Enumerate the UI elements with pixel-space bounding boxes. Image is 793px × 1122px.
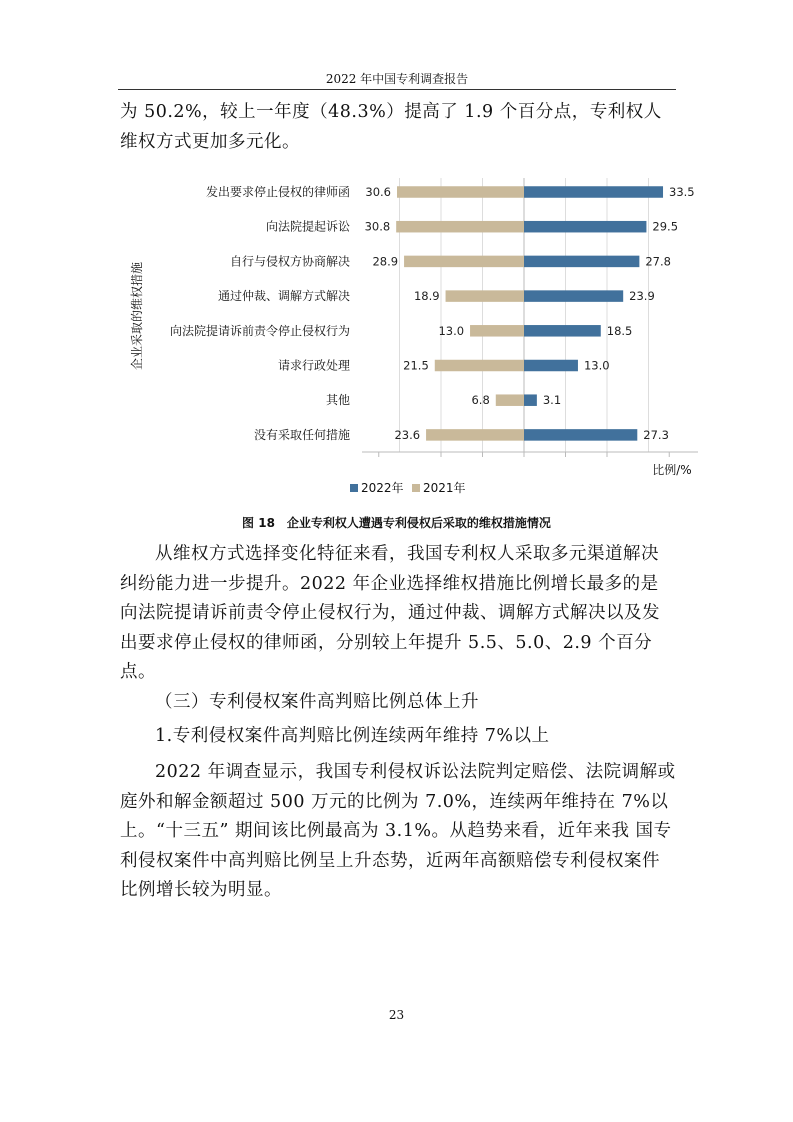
running-header: 2022 年中国专利调查报告 [325,72,469,86]
bar-2022-5 [524,360,578,372]
legend-label-2021: 2021年 [423,481,466,495]
value-label-2021-5: 21.5 [403,358,429,373]
section-heading: （三）专利侵权案件高判赔比例总体上升 [155,692,479,712]
value-label-2021-1: 30.8 [364,219,391,234]
category-label-5: 请求行政处理 [277,358,350,373]
category-label-7: 没有采取任何措施 [253,427,350,442]
bar-2022-2 [524,256,639,268]
value-label-2022-7: 27.3 [643,427,669,442]
legend-swatch-2022 [350,484,358,492]
bar-2022-3 [524,290,623,302]
category-label-6: 其他 [325,393,350,408]
header-rule [118,89,676,90]
value-label-2022-5: 13.0 [583,358,610,373]
bar-2021-3 [446,290,524,302]
value-label-2022-3: 23.9 [629,289,655,304]
bar-2021-4 [470,325,524,337]
subsection-heading: 1.专利侵权案件高判赔比例连续两年维持 7%以上 [155,726,550,746]
value-label-2022-2: 27.8 [645,254,671,269]
paragraph-2: 从维权方式选择变化特征来看，我国专利权人采取多元渠道解决纠纷能力进一步提升。2022 年企业选择维权措施比例增长最多的是向法院提请诉前责令停止侵权行为，通过仲裁、调解方式解决以及发出要求停止侵权的律师函，分别较上年提升 5.5、5.0、2.9 个百分点。 [120,544,660,682]
value-label-2021-0: 30.6 [365,185,392,199]
bar-2022-4 [524,325,601,337]
legend-swatch-2021 [412,484,420,492]
bar-2022-0 [524,186,663,198]
bar-2022-1 [524,221,646,233]
y-axis-label: 企业采取的维权措施 [130,261,144,371]
bar-2022-6 [524,394,537,406]
value-label-2021-7: 23.6 [394,427,421,442]
value-label-2021-6: 6.8 [471,393,490,408]
bar-2021-5 [435,360,524,372]
category-label-0: 发出要求停止侵权的律师函 [205,185,350,199]
category-label-4: 向法院提请诉前责令停止侵权行为 [169,323,350,338]
legend-label-2022: 2022年 [361,481,404,495]
bar-2021-0 [397,186,524,198]
value-label-2021-4: 13.0 [438,323,465,338]
bar-2021-2 [404,256,524,268]
value-label-2021-2: 28.9 [372,254,399,269]
bar-2022-7 [524,429,637,441]
bar-2021-1 [396,221,524,233]
category-label-3: 通过仲裁、调解方式解决 [217,289,350,304]
paragraph-1: 为 50.2%，较上一年度（48.3%）提高了 1.9 个百分点，专利权人维权方式更加多元化。 [120,102,662,152]
page-number: 23 [388,1008,405,1022]
bar-2021-7 [426,429,524,441]
category-label-2: 自行与侵权方协商解决 [229,254,350,269]
value-label-2022-4: 18.5 [606,323,633,338]
value-label-2022-1: 29.5 [652,219,679,234]
value-label-2022-0: 33.5 [669,185,695,199]
value-label-2022-6: 3.1 [542,393,562,408]
bar-2021-6 [496,394,524,406]
category-label-1: 向法院提起诉讼 [265,219,350,234]
paragraph-5: 2022 年调查显示，我国专利侵权诉讼法院判定赔偿、法院调解或庭外和解金额超过 500 万元的比例为 7.0%，连续两年维持在 7%以上。“十三五” 期间该比例最高为 3.1%。从趋势来看，近年来我 国专利侵权案件中高判赔比例呈上升态势，近两年高额赔偿专利侵权案件比例增长较为明显。 [120,762,676,900]
x-axis-label: 比例/% [652,463,692,477]
figure-caption: 图 18 企业专利权人遭遇专利侵权后采取的维权措施情况 [242,516,551,530]
bar-chart [0,170,793,530]
value-label-2021-3: 18.9 [413,289,440,304]
